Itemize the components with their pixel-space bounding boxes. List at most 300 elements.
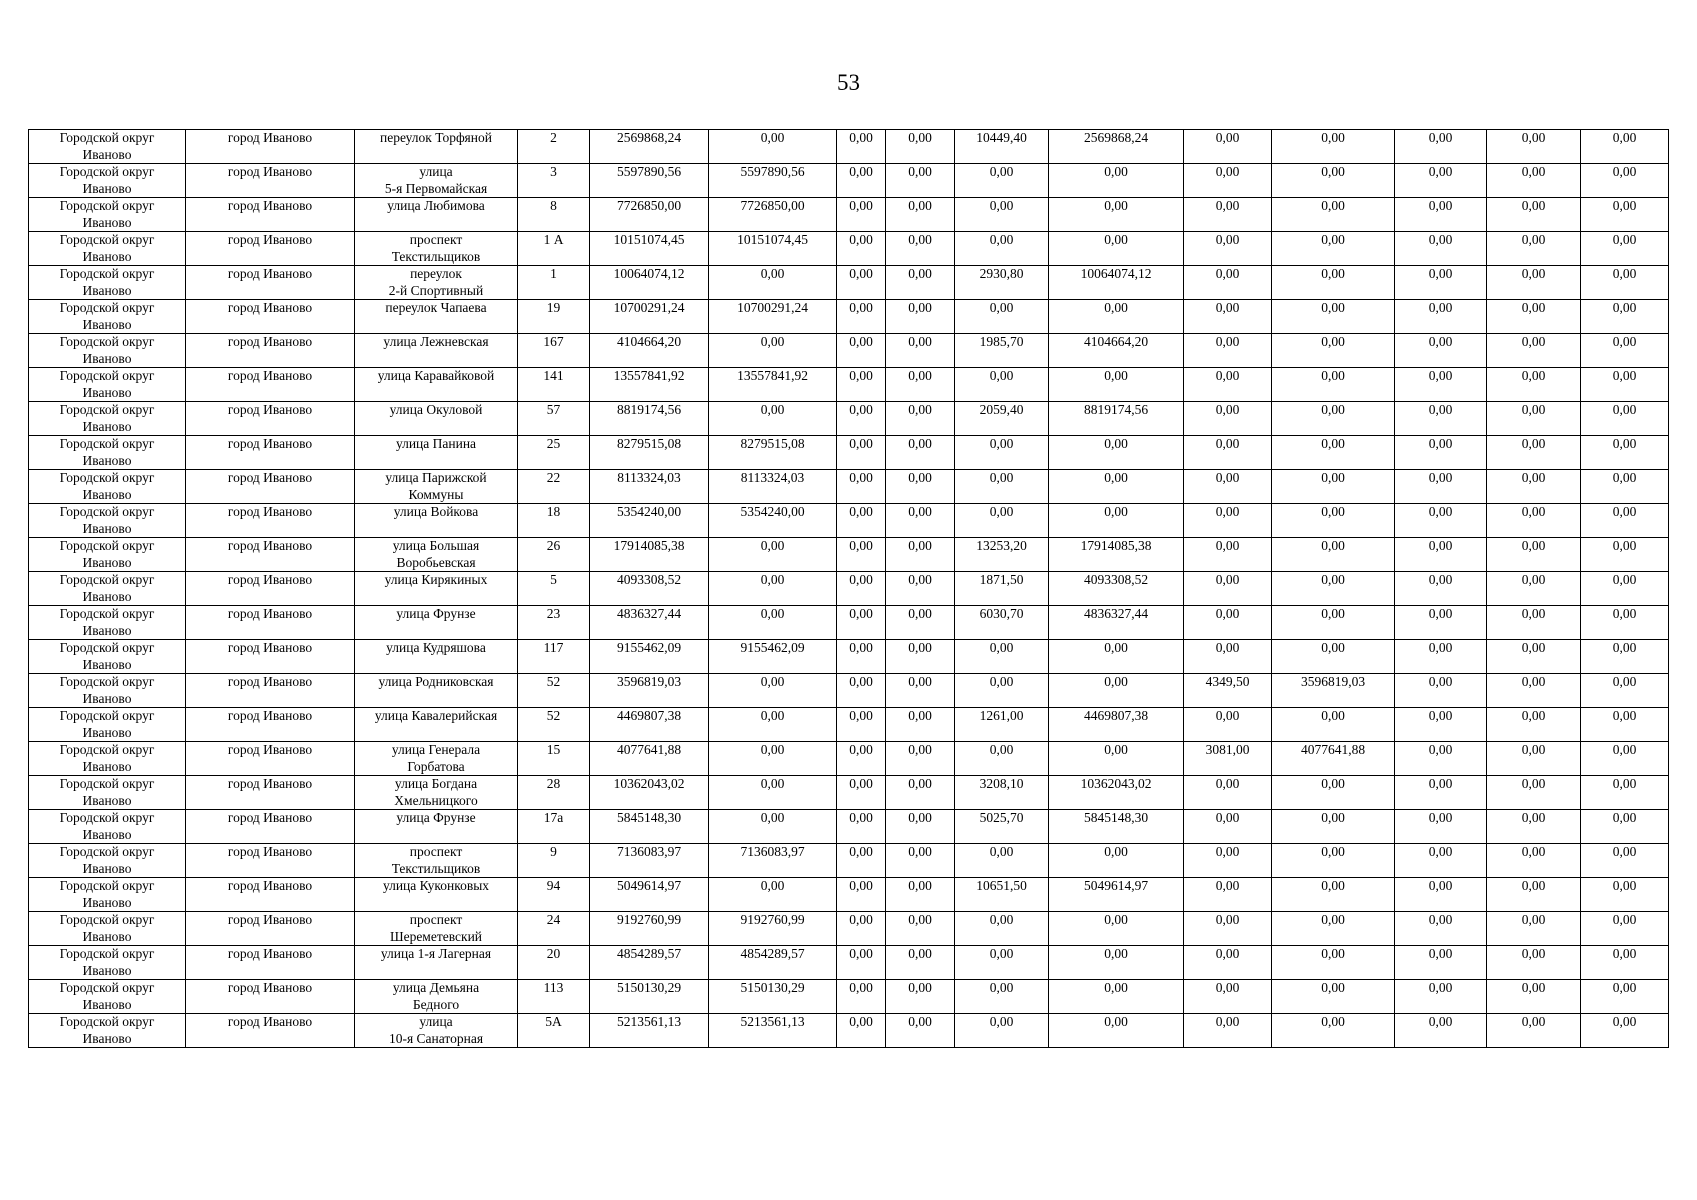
cell-area-col-11: 0,00: [1184, 470, 1272, 504]
cell-cost-col-10: 5845148,30: [1049, 810, 1184, 844]
cell-cost-col-8: 0,00: [886, 436, 955, 470]
cell-area-col-11: 0,00: [1184, 266, 1272, 300]
cell-municipality: Городской округ Иваново: [29, 232, 186, 266]
cell-street: проспект Текстильщиков: [355, 232, 518, 266]
cell-municipality: Городской округ Иваново: [29, 878, 186, 912]
cell-cost-col-12: 0,00: [1272, 266, 1395, 300]
cell-settlement: город Иваново: [186, 266, 355, 300]
table-row: [29, 232, 1669, 266]
cell-cost-col-15: 0,00: [1581, 300, 1669, 334]
cell-area: 0,00: [955, 742, 1049, 776]
cell-cost-col-14: 0,00: [1487, 1014, 1581, 1048]
cell-cost-col-6: 7726850,00: [709, 198, 837, 232]
cell-cost-col-7: 0,00: [837, 606, 886, 640]
cell-cost-col-7: 0,00: [837, 232, 886, 266]
cell-area: 0,00: [955, 198, 1049, 232]
cell-house-number: 3: [518, 164, 590, 198]
cell-cost-col-10: 4104664,20: [1049, 334, 1184, 368]
cell-cost-col-7: 0,00: [837, 742, 886, 776]
cell-street: переулок Торфяной: [355, 130, 518, 164]
cell-street: улица Кирякиных: [355, 572, 518, 606]
table-row: [29, 606, 1669, 640]
cell-cost-col-10: 0,00: [1049, 1014, 1184, 1048]
cell-cost-col-13: 0,00: [1395, 470, 1487, 504]
cell-area: 0,00: [955, 436, 1049, 470]
cell-street: улица Войкова: [355, 504, 518, 538]
cell-cost-col-6: 0,00: [709, 878, 837, 912]
cell-area: 0,00: [955, 640, 1049, 674]
cell-cost-col-8: 0,00: [886, 946, 955, 980]
cell-street: переулок Чапаева: [355, 300, 518, 334]
cell-cost-col-15: 0,00: [1581, 504, 1669, 538]
cell-cost-col-14: 0,00: [1487, 266, 1581, 300]
cell-cost-col-14: 0,00: [1487, 640, 1581, 674]
cell-cost-col-14: 0,00: [1487, 198, 1581, 232]
cell-municipality: Городской округ Иваново: [29, 538, 186, 572]
cell-cost-col-14: 0,00: [1487, 334, 1581, 368]
cell-cost-col-8: 0,00: [886, 470, 955, 504]
cell-cost-col-15: 0,00: [1581, 912, 1669, 946]
cell-cost-col-15: 0,00: [1581, 708, 1669, 742]
cell-street: улица Любимова: [355, 198, 518, 232]
cell-cost-col-7: 0,00: [837, 674, 886, 708]
cell-settlement: город Иваново: [186, 470, 355, 504]
cell-settlement: город Иваново: [186, 232, 355, 266]
cell-cost-col-13: 0,00: [1395, 912, 1487, 946]
table-row: [29, 470, 1669, 504]
cell-area: 1261,00: [955, 708, 1049, 742]
cell-cost-col-13: 0,00: [1395, 436, 1487, 470]
table-row: [29, 742, 1669, 776]
cell-cost-col-10: 0,00: [1049, 470, 1184, 504]
cell-cost-col-12: 0,00: [1272, 980, 1395, 1014]
cell-cost-col-12: 0,00: [1272, 1014, 1395, 1048]
cell-cost-col-13: 0,00: [1395, 130, 1487, 164]
cell-cost-col-8: 0,00: [886, 640, 955, 674]
cell-cost-col-12: 0,00: [1272, 402, 1395, 436]
cell-cost-col-12: 0,00: [1272, 946, 1395, 980]
cell-cost-col-13: 0,00: [1395, 980, 1487, 1014]
cell-cost-col-8: 0,00: [886, 232, 955, 266]
cell-cost-col-10: 4469807,38: [1049, 708, 1184, 742]
cell-cost-col-12: 0,00: [1272, 198, 1395, 232]
cell-settlement: город Иваново: [186, 504, 355, 538]
cell-cost-col-7: 0,00: [837, 708, 886, 742]
page-number: 53: [837, 70, 860, 95]
cell-cost-col-12: 0,00: [1272, 640, 1395, 674]
cell-cost-col-6: 0,00: [709, 538, 837, 572]
cell-cost-col-10: 0,00: [1049, 232, 1184, 266]
cell-cost-col-12: 0,00: [1272, 810, 1395, 844]
cell-street: проспект Текстильщиков: [355, 844, 518, 878]
table-row: [29, 878, 1669, 912]
cell-cost-col-6: 8279515,08: [709, 436, 837, 470]
cell-cost-col-6: 4854289,57: [709, 946, 837, 980]
cell-municipality: Городской округ Иваново: [29, 980, 186, 1014]
cell-cost-col-15: 0,00: [1581, 980, 1669, 1014]
cell-cost-col-12: 0,00: [1272, 844, 1395, 878]
cell-cost-col-6: 5354240,00: [709, 504, 837, 538]
cell-cost-col-8: 0,00: [886, 742, 955, 776]
cell-cost-col-10: 0,00: [1049, 980, 1184, 1014]
cell-cost-col-13: 0,00: [1395, 640, 1487, 674]
cell-cost-col-14: 0,00: [1487, 164, 1581, 198]
cell-street: улица Куконковых: [355, 878, 518, 912]
cell-cost-col-8: 0,00: [886, 844, 955, 878]
cell-house-number: 2: [518, 130, 590, 164]
cell-area: 6030,70: [955, 606, 1049, 640]
cell-cost-col-7: 0,00: [837, 300, 886, 334]
cell-cost-col-13: 0,00: [1395, 266, 1487, 300]
cell-area-col-11: 0,00: [1184, 130, 1272, 164]
cell-street: улица Демьяна Бедного: [355, 980, 518, 1014]
cell-municipality: Городской округ Иваново: [29, 640, 186, 674]
cell-area: 0,00: [955, 980, 1049, 1014]
cell-cost-col-8: 0,00: [886, 708, 955, 742]
cell-cost-col-7: 0,00: [837, 980, 886, 1014]
cell-area-col-11: 0,00: [1184, 402, 1272, 436]
cell-area: 0,00: [955, 844, 1049, 878]
cell-cost-col-14: 0,00: [1487, 606, 1581, 640]
cell-cost-col-15: 0,00: [1581, 334, 1669, 368]
cell-cost-col-6: 5150130,29: [709, 980, 837, 1014]
cell-area: 3208,10: [955, 776, 1049, 810]
cell-street: улица Лежневская: [355, 334, 518, 368]
cell-street: улица Генерала Горбатова: [355, 742, 518, 776]
cell-house-number: 5: [518, 572, 590, 606]
cell-cost-col-7: 0,00: [837, 334, 886, 368]
cell-cost-col-13: 0,00: [1395, 844, 1487, 878]
cell-cost-col-10: 0,00: [1049, 504, 1184, 538]
cell-area-col-11: 4349,50: [1184, 674, 1272, 708]
cell-cost-col-14: 0,00: [1487, 368, 1581, 402]
cell-total-cost: 5150130,29: [590, 980, 709, 1014]
cell-municipality: Городской округ Иваново: [29, 504, 186, 538]
cell-municipality: Городской округ Иваново: [29, 164, 186, 198]
cell-cost-col-7: 0,00: [837, 402, 886, 436]
table-row: [29, 436, 1669, 470]
cell-house-number: 57: [518, 402, 590, 436]
cell-cost-col-8: 0,00: [886, 1014, 955, 1048]
cell-cost-col-14: 0,00: [1487, 844, 1581, 878]
cell-street: улица Панина: [355, 436, 518, 470]
cell-area-col-11: 0,00: [1184, 878, 1272, 912]
cell-area: 13253,20: [955, 538, 1049, 572]
cell-total-cost: 7136083,97: [590, 844, 709, 878]
cell-cost-col-10: 0,00: [1049, 436, 1184, 470]
cell-municipality: Городской округ Иваново: [29, 674, 186, 708]
cell-cost-col-7: 0,00: [837, 436, 886, 470]
cell-municipality: Городской округ Иваново: [29, 402, 186, 436]
cell-cost-col-7: 0,00: [837, 572, 886, 606]
cell-municipality: Городской округ Иваново: [29, 572, 186, 606]
cell-cost-col-10: 0,00: [1049, 198, 1184, 232]
cell-cost-col-13: 0,00: [1395, 946, 1487, 980]
cell-cost-col-7: 0,00: [837, 504, 886, 538]
cell-cost-col-7: 0,00: [837, 538, 886, 572]
cell-settlement: город Иваново: [186, 708, 355, 742]
cell-house-number: 20: [518, 946, 590, 980]
cell-cost-col-10: 2569868,24: [1049, 130, 1184, 164]
cell-house-number: 113: [518, 980, 590, 1014]
cell-cost-col-12: 0,00: [1272, 232, 1395, 266]
cell-municipality: Городской округ Иваново: [29, 334, 186, 368]
cell-area-col-11: 0,00: [1184, 708, 1272, 742]
cell-area-col-11: 0,00: [1184, 844, 1272, 878]
cell-cost-col-13: 0,00: [1395, 674, 1487, 708]
cell-cost-col-7: 0,00: [837, 368, 886, 402]
cell-total-cost: 10064074,12: [590, 266, 709, 300]
cell-cost-col-15: 0,00: [1581, 946, 1669, 980]
cell-cost-col-6: 0,00: [709, 742, 837, 776]
cell-area: 0,00: [955, 232, 1049, 266]
cell-cost-col-6: 5213561,13: [709, 1014, 837, 1048]
cell-area-col-11: 0,00: [1184, 640, 1272, 674]
cell-cost-col-10: 0,00: [1049, 946, 1184, 980]
cell-cost-col-13: 0,00: [1395, 606, 1487, 640]
cell-settlement: город Иваново: [186, 130, 355, 164]
cell-cost-col-12: 0,00: [1272, 504, 1395, 538]
cell-settlement: город Иваново: [186, 674, 355, 708]
table-row: [29, 776, 1669, 810]
cell-house-number: 24: [518, 912, 590, 946]
cell-cost-col-15: 0,00: [1581, 368, 1669, 402]
table-row: [29, 572, 1669, 606]
cell-cost-col-7: 0,00: [837, 810, 886, 844]
cell-cost-col-13: 0,00: [1395, 300, 1487, 334]
cell-cost-col-15: 0,00: [1581, 572, 1669, 606]
table-row: [29, 538, 1669, 572]
table-row: [29, 368, 1669, 402]
cell-house-number: 94: [518, 878, 590, 912]
cell-cost-col-15: 0,00: [1581, 164, 1669, 198]
cell-cost-col-13: 0,00: [1395, 742, 1487, 776]
cell-street: улица Богдана Хмельницкого: [355, 776, 518, 810]
cell-cost-col-6: 9155462,09: [709, 640, 837, 674]
cell-total-cost: 4077641,88: [590, 742, 709, 776]
cell-area: 10449,40: [955, 130, 1049, 164]
cell-cost-col-13: 0,00: [1395, 232, 1487, 266]
cell-settlement: город Иваново: [186, 946, 355, 980]
table-row: [29, 334, 1669, 368]
cell-total-cost: 10700291,24: [590, 300, 709, 334]
cell-area: 10651,50: [955, 878, 1049, 912]
cell-total-cost: 4469807,38: [590, 708, 709, 742]
cell-cost-col-8: 0,00: [886, 402, 955, 436]
cell-cost-col-6: 0,00: [709, 334, 837, 368]
cell-cost-col-7: 0,00: [837, 946, 886, 980]
cell-settlement: город Иваново: [186, 844, 355, 878]
cell-cost-col-15: 0,00: [1581, 266, 1669, 300]
cell-cost-col-14: 0,00: [1487, 538, 1581, 572]
cell-municipality: Городской округ Иваново: [29, 708, 186, 742]
cell-cost-col-6: 0,00: [709, 266, 837, 300]
cell-municipality: Городской округ Иваново: [29, 470, 186, 504]
cell-cost-col-13: 0,00: [1395, 776, 1487, 810]
cell-settlement: город Иваново: [186, 436, 355, 470]
cell-total-cost: 9192760,99: [590, 912, 709, 946]
cell-cost-col-12: 0,00: [1272, 572, 1395, 606]
table-row: [29, 810, 1669, 844]
table-row: [29, 504, 1669, 538]
cell-settlement: город Иваново: [186, 572, 355, 606]
cell-house-number: 22: [518, 470, 590, 504]
cell-total-cost: 8279515,08: [590, 436, 709, 470]
cell-total-cost: 4836327,44: [590, 606, 709, 640]
cell-cost-col-6: 0,00: [709, 674, 837, 708]
cell-cost-col-12: 0,00: [1272, 164, 1395, 198]
cell-total-cost: 5354240,00: [590, 504, 709, 538]
cell-street: улица Большая Воробьевская: [355, 538, 518, 572]
cell-cost-col-12: 3596819,03: [1272, 674, 1395, 708]
cell-cost-col-14: 0,00: [1487, 980, 1581, 1014]
cell-house-number: 18: [518, 504, 590, 538]
cell-municipality: Городской округ Иваново: [29, 1014, 186, 1048]
table-row: [29, 912, 1669, 946]
cell-cost-col-14: 0,00: [1487, 810, 1581, 844]
cell-house-number: 15: [518, 742, 590, 776]
cell-area-col-11: 0,00: [1184, 436, 1272, 470]
cell-settlement: город Иваново: [186, 1014, 355, 1048]
cell-area: 5025,70: [955, 810, 1049, 844]
cell-cost-col-12: 0,00: [1272, 334, 1395, 368]
cell-cost-col-7: 0,00: [837, 878, 886, 912]
cell-cost-col-6: 0,00: [709, 130, 837, 164]
cell-total-cost: 5049614,97: [590, 878, 709, 912]
cell-cost-col-14: 0,00: [1487, 504, 1581, 538]
cell-house-number: 167: [518, 334, 590, 368]
cell-area-col-11: 0,00: [1184, 232, 1272, 266]
cell-street: улица Фрунзе: [355, 810, 518, 844]
cell-cost-col-13: 0,00: [1395, 878, 1487, 912]
cell-cost-col-14: 0,00: [1487, 130, 1581, 164]
cell-cost-col-8: 0,00: [886, 538, 955, 572]
cell-cost-col-10: 0,00: [1049, 300, 1184, 334]
cell-cost-col-10: 0,00: [1049, 912, 1184, 946]
cell-cost-col-7: 0,00: [837, 266, 886, 300]
cell-municipality: Городской округ Иваново: [29, 300, 186, 334]
cell-cost-col-15: 0,00: [1581, 470, 1669, 504]
cell-cost-col-6: 10151074,45: [709, 232, 837, 266]
cell-cost-col-13: 0,00: [1395, 708, 1487, 742]
cell-settlement: город Иваново: [186, 640, 355, 674]
cell-settlement: город Иваново: [186, 198, 355, 232]
cell-cost-col-15: 0,00: [1581, 130, 1669, 164]
cell-street: улица Кавалерийская: [355, 708, 518, 742]
cell-total-cost: 3596819,03: [590, 674, 709, 708]
cell-cost-col-6: 8113324,03: [709, 470, 837, 504]
cell-cost-col-8: 0,00: [886, 504, 955, 538]
cell-street: улица 10-я Санаторная: [355, 1014, 518, 1048]
cell-cost-col-10: 0,00: [1049, 368, 1184, 402]
cell-cost-col-7: 0,00: [837, 640, 886, 674]
cell-area-col-11: 0,00: [1184, 164, 1272, 198]
cell-cost-col-13: 0,00: [1395, 198, 1487, 232]
cell-cost-col-12: 0,00: [1272, 538, 1395, 572]
cell-cost-col-14: 0,00: [1487, 232, 1581, 266]
cell-area-col-11: 0,00: [1184, 810, 1272, 844]
cell-cost-col-14: 0,00: [1487, 674, 1581, 708]
cell-cost-col-12: 0,00: [1272, 912, 1395, 946]
cell-municipality: Городской округ Иваново: [29, 844, 186, 878]
cell-area-col-11: 0,00: [1184, 606, 1272, 640]
cell-cost-col-6: 0,00: [709, 402, 837, 436]
cell-cost-col-15: 0,00: [1581, 640, 1669, 674]
cell-cost-col-12: 0,00: [1272, 130, 1395, 164]
cell-cost-col-6: 0,00: [709, 606, 837, 640]
cell-settlement: город Иваново: [186, 776, 355, 810]
cell-cost-col-10: 17914085,38: [1049, 538, 1184, 572]
cell-municipality: Городской округ Иваново: [29, 742, 186, 776]
cell-area: 0,00: [955, 912, 1049, 946]
cell-street: улица 5-я Первомайская: [355, 164, 518, 198]
cell-cost-col-6: 5597890,56: [709, 164, 837, 198]
cell-house-number: 17а: [518, 810, 590, 844]
cell-house-number: 52: [518, 708, 590, 742]
cell-cost-col-8: 0,00: [886, 810, 955, 844]
cell-total-cost: 2569868,24: [590, 130, 709, 164]
cell-cost-col-10: 8819174,56: [1049, 402, 1184, 436]
cell-cost-col-7: 0,00: [837, 164, 886, 198]
cell-settlement: город Иваново: [186, 742, 355, 776]
cell-total-cost: 13557841,92: [590, 368, 709, 402]
cell-cost-col-14: 0,00: [1487, 708, 1581, 742]
cell-cost-col-8: 0,00: [886, 878, 955, 912]
cell-cost-col-12: 0,00: [1272, 878, 1395, 912]
cell-cost-col-13: 0,00: [1395, 1014, 1487, 1048]
cell-cost-col-10: 0,00: [1049, 640, 1184, 674]
cell-cost-col-10: 4093308,52: [1049, 572, 1184, 606]
table-row: [29, 1014, 1669, 1048]
cell-cost-col-6: 10700291,24: [709, 300, 837, 334]
cell-street: улица Родниковская: [355, 674, 518, 708]
cell-cost-col-8: 0,00: [886, 130, 955, 164]
cell-street: улица 1-я Лагерная: [355, 946, 518, 980]
cell-street: улица Фрунзе: [355, 606, 518, 640]
cell-cost-col-12: 0,00: [1272, 300, 1395, 334]
cell-cost-col-15: 0,00: [1581, 878, 1669, 912]
cell-cost-col-10: 0,00: [1049, 674, 1184, 708]
cell-cost-col-6: 0,00: [709, 708, 837, 742]
cell-area: 0,00: [955, 368, 1049, 402]
cell-cost-col-10: 5049614,97: [1049, 878, 1184, 912]
cell-house-number: 1: [518, 266, 590, 300]
cell-cost-col-12: 0,00: [1272, 470, 1395, 504]
cell-municipality: Городской округ Иваново: [29, 946, 186, 980]
cell-cost-col-12: 0,00: [1272, 776, 1395, 810]
cell-cost-col-14: 0,00: [1487, 436, 1581, 470]
cell-cost-col-10: 10064074,12: [1049, 266, 1184, 300]
table-row: [29, 640, 1669, 674]
cell-settlement: город Иваново: [186, 810, 355, 844]
table-row: [29, 164, 1669, 198]
cell-cost-col-12: 0,00: [1272, 606, 1395, 640]
cell-cost-col-8: 0,00: [886, 980, 955, 1014]
cell-municipality: Городской округ Иваново: [29, 368, 186, 402]
cell-cost-col-8: 0,00: [886, 300, 955, 334]
cell-total-cost: 17914085,38: [590, 538, 709, 572]
cell-cost-col-15: 0,00: [1581, 232, 1669, 266]
cell-house-number: 25: [518, 436, 590, 470]
cell-settlement: город Иваново: [186, 980, 355, 1014]
cell-cost-col-15: 0,00: [1581, 538, 1669, 572]
cell-cost-col-12: 0,00: [1272, 436, 1395, 470]
cell-settlement: город Иваново: [186, 402, 355, 436]
cell-cost-col-14: 0,00: [1487, 402, 1581, 436]
cell-area-col-11: 0,00: [1184, 946, 1272, 980]
cell-cost-col-14: 0,00: [1487, 776, 1581, 810]
cell-cost-col-13: 0,00: [1395, 538, 1487, 572]
